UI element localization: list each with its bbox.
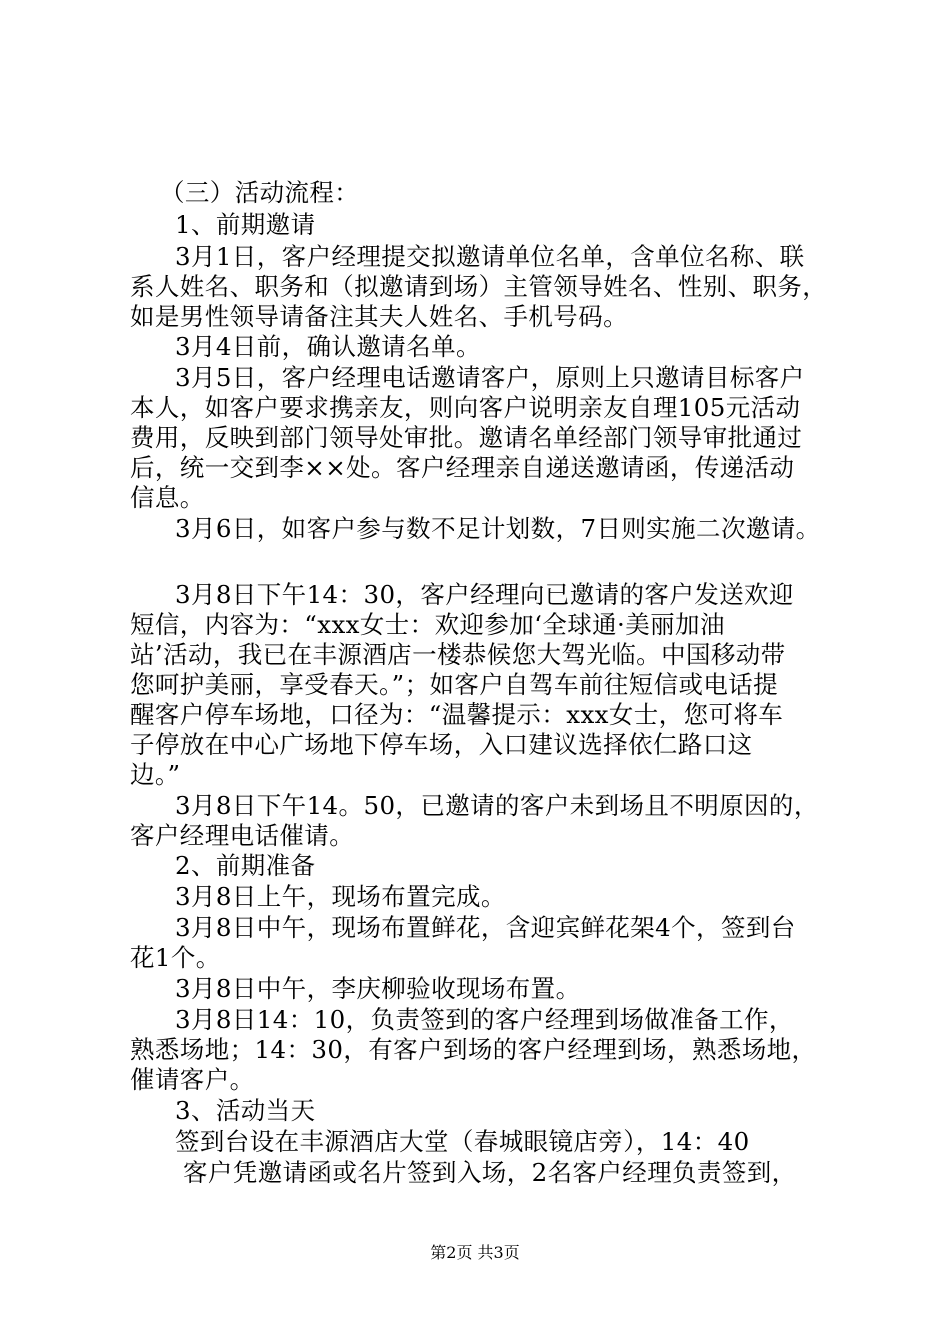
paragraph-line: 3月8日中午，李庆柳验收现场布置。 (175, 974, 581, 1003)
paragraph-line: 3月1日，客户经理提交拟邀请单位名单，含单位名称、联 (175, 242, 805, 271)
paragraph-line: 短信，内容为：“xxx女士：欢迎参加‘全球通·美丽加油 (130, 610, 725, 639)
paragraph-line: 3月8日下午14。50，已邀请的客户未到场且不明原因的， (175, 791, 819, 820)
paragraph-line: 边。” (130, 760, 181, 789)
paragraph-line: 您呵护美丽，享受春天。”；如客户自驾车前往短信或电话提 (130, 670, 779, 699)
subheading-event-day: 3、活动当天 (175, 1096, 316, 1125)
paragraph-line: 3月8日中午，现场布置鲜花，含迎宾鲜花架4个，签到台 (175, 913, 796, 942)
paragraph-line: 如是男性领导请备注其夫人姓名、手机号码。 (130, 302, 628, 331)
subheading-pre-preparation: 2、前期准备 (175, 851, 316, 880)
paragraph-line: 3月8日14：10，负责签到的客户经理到场做准备工作， (175, 1005, 794, 1034)
paragraph-line: 3月4日前，确认邀请名单。 (175, 332, 481, 361)
paragraph-line: 费用，反映到部门领导处审批。邀请名单经部门领导审批通过 (130, 423, 803, 452)
paragraph-line: 信息。 (130, 483, 205, 512)
paragraph-line: 签到台设在丰源酒店大堂（春城眼镜店旁），14：40 (175, 1127, 750, 1156)
page-number-footer: 第2页 共3页 (430, 1243, 520, 1262)
paragraph-line: 系人姓名、职务和（拟邀请到场）主管领导姓名、性别、职务， (130, 272, 828, 301)
section-heading-activity-process: （三）活动流程： (160, 178, 360, 207)
paragraph-line: 站’活动，我已在丰源酒店一楼恭候您大驾光临。中国移动带 (130, 640, 786, 669)
paragraph-line: 3月5日，客户经理电话邀请客户，原则上只邀请目标客户 (175, 363, 805, 392)
paragraph-line: 后，统一交到李××处。客户经理亲自递送邀请函，传递活动 (130, 453, 795, 482)
paragraph-line: 3月8日上午，现场布置完成。 (175, 882, 506, 911)
paragraph-line: 催请客户。 (130, 1065, 255, 1094)
paragraph-line: 花1个。 (130, 943, 221, 972)
paragraph-line: 本人，如客户要求携亲友，则向客户说明亲友自理105元活动 (130, 393, 801, 422)
paragraph-line: 子停放在中心广场地下停车场，入口建议选择依仁路口这 (130, 730, 753, 759)
paragraph-line: 客户凭邀请函或名片签到入场，2名客户经理负责签到， (183, 1158, 797, 1187)
paragraph-line: 3月6日，如客户参与数不足计划数，7日则实施二次邀请。 (175, 514, 821, 543)
paragraph-line: 客户经理电话催请。 (130, 821, 355, 850)
paragraph-line: 熟悉场地；14：30，有客户到场的客户经理到场，熟悉场地， (130, 1035, 817, 1064)
subheading-pre-invitation: 1、前期邀请 (175, 210, 316, 239)
paragraph-line: 3月8日下午14：30，客户经理向已邀请的客户发送欢迎 (175, 580, 794, 609)
paragraph-line: 醒客户停车场地，口径为：“温馨提示：xxx女士，您可将车 (130, 700, 784, 729)
